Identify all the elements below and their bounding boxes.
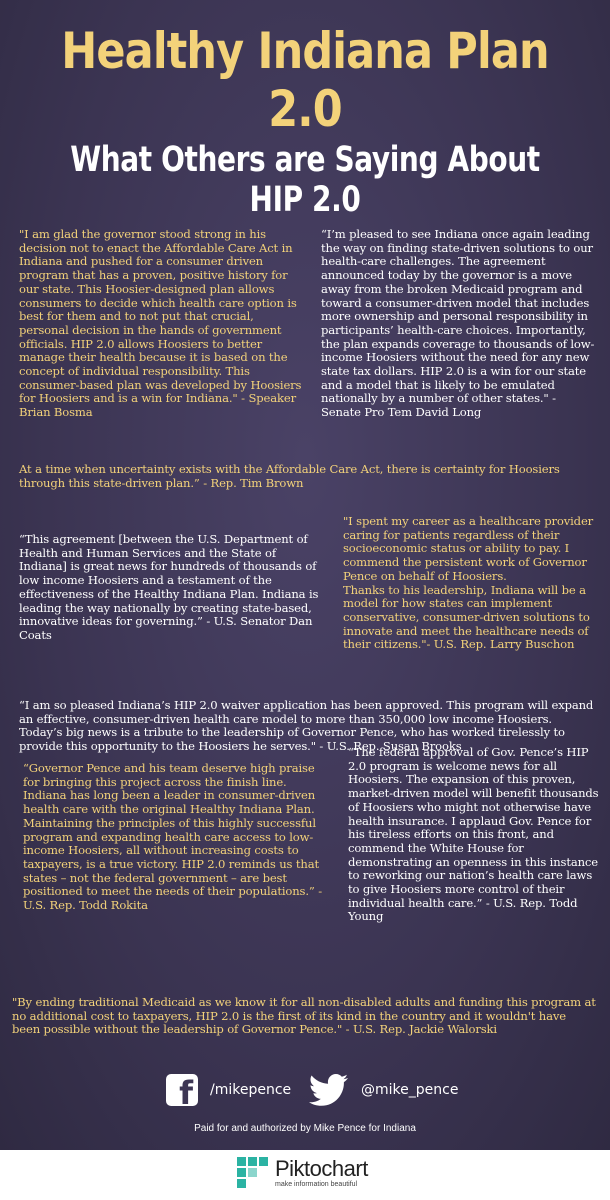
twitter-link[interactable]: [309, 1073, 458, 1107]
piktochart-logo-icon: [237, 1157, 269, 1189]
twitter-bird-icon: [309, 1074, 349, 1106]
piktochart-tagline: make information beautiful: [275, 1180, 358, 1188]
piktochart-name: Piktochart: [275, 1155, 368, 1181]
quote-dan-coats: “This agreement [between the U.S. Department of Health and Human Services and the State of Indiana] is great news for hundreds of thousands of low income Hoosiers and a testament of the effectiveness of the Healthy Indiana Plan. Indiana is leading the way nationally by creating state-based, innovative ideas for governing.” - U.S. Senator Dan Coats: [19, 532, 319, 642]
page-title: Healthy Indiana Plan 2.0: [61, 22, 549, 138]
facebook-handle: /mikepence: [210, 1082, 292, 1098]
quote-todd-rokita: “Governor Pence and his team deserve high praise for bringing this project across the finish line. Indiana has long been a leader in consumer-driven health care with the original Healthy Indiana Plan. Maintaining the principles of this highly successful program and expanding health care access to low-income Hoosiers, all without increasing costs to taxpayers, is a true victory. HIP 2.0 reminds us that states – not the federal government – are best positioned to meet the needs of their populations.” - U.S. Rep. Todd Rokita: [23, 761, 322, 913]
footer-bar: [0, 1150, 610, 1200]
facebook-icon: f: [166, 1074, 198, 1106]
twitter-handle: @mike_pence: [361, 1082, 459, 1098]
quote-larry-buschon: "I spent my career as a healthcare provider caring for patients regardless of their socioeconomic status or ability to pay. I commend the persistent work of Governor Pence on behalf of Hoosiers. Thanks to his leadership, Indiana will be a model for how states can implement conservative, consumer-driven solutions to innovate and meet the healthcare needs of their citizens."- U.S. Rep. Larry Buschon: [343, 514, 594, 652]
quote-todd-young: “The federal approval of Gov. Pence’s HIP 2.0 program is welcome news for all Hoosiers. The expansion of this proven, market-driven model will benefit thousands of Hoosiers who might not otherwise have health insurance. I applaud Gov. Pence for his tireless efforts on this front, and commend the White House for demonstrating an openness in this instance to reworking our nation’s health care laws to give Hoosiers more control of their individual health care.” - U.S. Rep. Todd Young: [348, 745, 599, 924]
quote-susan-brooks: “I am so pleased Indiana’s HIP 2.0 waiver application has been approved. This program will expand an effective, consumer-driven health care model to more than 350,000 low income Hoosiers. Today’s big news is a tribute to the leadership of Governor Pence, who has worked tirelessly to provide this opportunity to the Hoosiers he serves." - U.S. Rep. Susan Brooks: [19, 698, 594, 754]
disclaimer-text: Paid for and authorized by Mike Pence for Indiana: [194, 1123, 416, 1134]
quote-brian-bosma: "I am glad the governor stood strong in his decision not to enact the Affordable Care Act in Indiana and pushed for a consumer driven program that has a proven, positive history for our state. This Hoosier-designed plan allows consumers to decide which health care option is best for them and to not put that crucial, personal decision in the hands of government officials. HIP 2.0 allows Hoosiers to better manage their health because it is based on the concept of individual responsibility. This consumer-based plan was developed by Hoosiers for Hoosiers and is a win for Indiana." - Speaker Brian Bosma: [19, 227, 302, 420]
piktochart-brand[interactable]: [237, 1157, 368, 1189]
quote-david-long: “I’m pleased to see Indiana once again leading the way on finding state-driven solutions to our health-care challenges. The agreement announced today by the governor is a move away from the broken Medicaid program and toward a consumer-driven model that includes more ownership and personal responsibility in participants’ health-care choices. Importantly, the plan expands coverage to thousands of low-income Hoosiers without the need for any new state tax dollars. HIP 2.0 is a win for our state and a model that is likely to be emulated nationally by a number of other states." - Senate Pro Tem David Long: [321, 227, 595, 420]
facebook-link[interactable]: [166, 1073, 291, 1107]
quote-tim-brown: At a time when uncertainty exists with the Affordable Care Act, there is certainty for Hoosiers through this state-driven plan.” - Rep. Tim Brown: [19, 462, 560, 490]
quote-jackie-walorski: "By ending traditional Medicaid as we know it for all non-disabled adults and funding this program at no additional cost to taxpayers, HIP 2.0 is the first of its kind in the country and it wouldn't have been possible without the leadership of Governor Pence." - U.S. Rep. Jackie Walorski: [12, 995, 596, 1037]
page-subtitle: What Others are Saying About HIP 2.0: [70, 140, 540, 220]
